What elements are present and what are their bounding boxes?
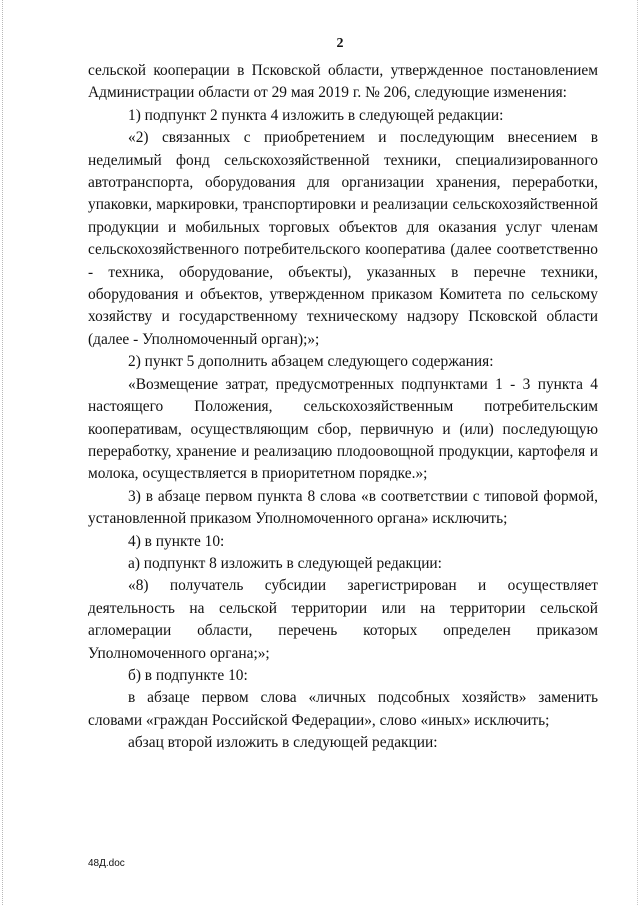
- paragraph-quote-reimbursement: «Возмещение затрат, предусмотренных подпунктами 1 - 3 пункта 4 настоящего Положения, сельскохозяйственным потребительским кооперативам, осуществляющим сбор, первичную и (или) последующую переработку, хранение и реализацию плодоовощной продукции, картофеля и молока, осуществляется в приоритетном порядке.»;: [88, 375, 598, 483]
- paragraph-item-3: 3) в абзаце первом пункта 8 слова «в соответствии с типовой формой, установленной приказом Уполномоченного органа» исключить;: [88, 487, 598, 528]
- file-name-footer: 48Д.doc: [88, 858, 125, 869]
- paragraph-item-2: 2) пункт 5 дополнить абзацем следующего содержания:: [128, 353, 494, 371]
- paragraph-item-4: 4) в пункте 10:: [128, 532, 225, 550]
- paragraph-replace-words: в абзаце первом слова «личных подсобных хозяйств» заменить словами «граждан Российской Федерации», слово «иных» исключить;: [88, 689, 598, 729]
- document-body: [88, 60, 598, 755]
- paragraph-item-1: 1) подпункт 2 пункта 4 изложить в следующей редакции:: [128, 106, 504, 124]
- page-number: 2: [336, 36, 344, 51]
- paragraph-quote-subpoint-8: «8) получатель субсидии зарегистрирован и осуществляет деятельность на сельской территории или на территории сельской агломерации области, перечень которых определен приказом Уполномоченного органа;»;: [88, 577, 598, 662]
- paragraph-item-4a: а) подпункт 8 изложить в следующей редакции:: [128, 554, 442, 572]
- scan-edge-left: [2, 0, 3, 905]
- paragraph-quote-subpoint-2: «2) связанных с приобретением и последующим внесением в неделимый фонд сельскохозяйственной техники, специализированного автотранспорта, оборудования для организации хранения, переработки, упаковки, маркировки, транспортировки и реализации сельскохозяйственной продукции и мобильных торговых объектов для оказания услуг членам сельскохозяйственного потребительского кооператива (далее соответственно - техника, оборудование, объекты), указанных в перечне техники, оборудования и объектов, утвержденном приказом Комитета по сельскому хозяйству и государственному техническому надзору Псковской области (далее - Уполномоченный орган);»;: [88, 129, 598, 348]
- paragraph-item-4b: б) в подпункте 10:: [128, 666, 248, 684]
- paragraph-second-abzac: абзац второй изложить в следующей редакции:: [128, 734, 438, 752]
- scan-edge-right: [637, 0, 638, 905]
- paragraph-intro: сельской кооперации в Псковской области, утвержденное постановлением Администрации области от 29 мая 2019 г. № 206, следующие изменения:: [88, 62, 598, 102]
